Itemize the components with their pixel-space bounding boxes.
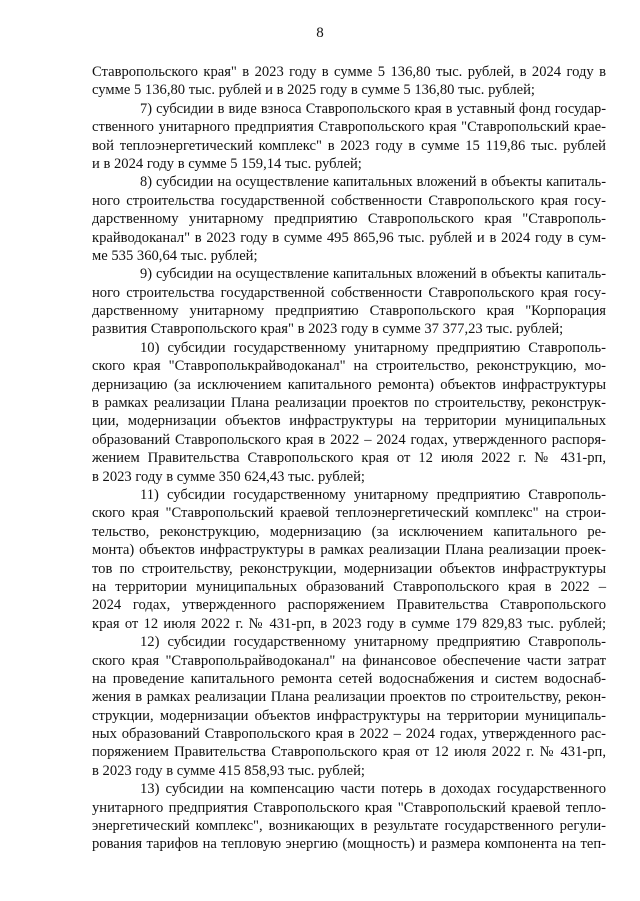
text-line: ственного унитарного предприятия Ставропольского края "Ставропольский крае- [92, 119, 606, 136]
text-line: монта) объектов инфраструктуры в рамках реализации Плана реализации проек- [92, 542, 606, 559]
text-line: ного строительства государственной собственности Ставропольского края госу- [92, 284, 606, 301]
text-line: в 2023 году в сумме 350 624,43 тыс. рублей; [92, 468, 365, 485]
text-line: ме 535 360,64 тыс. рублей; [92, 247, 258, 264]
text-line: на проведение капитального ремонта сетей водоснабжения и систем водоснаб- [92, 670, 606, 687]
text-line: ции, модернизации объектов инфраструктуры на территории муниципальных [92, 413, 606, 430]
document-body [92, 63, 606, 854]
text-line: 12) субсидии государственному унитарному предприятию Ставрополь- [140, 634, 606, 651]
text-line: сумме 5 136,80 тыс. рублей и в 2025 году в сумме 5 136,80 тыс. рублей; [92, 82, 535, 99]
text-line: жением Правительства Ставропольского края от 12 июля 2022 г. № 431-рп, [92, 450, 606, 467]
page-number: 8 [316, 25, 324, 41]
text-line: ского края "Ставропольрайводоканал" на финансовое обеспечение части затрат [92, 652, 606, 669]
text-line: дарственному унитарному предприятию Ставропольского края "Ставрополь- [92, 211, 606, 228]
text-line: вой теплоэнергетический комплекс" в 2023 году в сумме 15 119,86 тыс. рублей [92, 137, 606, 154]
text-line: дарственному унитарному предприятию Ставропольского края "Корпорация [92, 303, 606, 320]
text-line: Ставропольского края" в 2023 году в сумме 5 136,80 тыс. рублей, в 2024 году в [92, 64, 606, 80]
text-line: крайводоканал" в 2023 году в сумме 495 865,96 тыс. рублей и в 2024 году в сум- [92, 229, 606, 246]
text-line: тельство, реконструкцию, модернизацию (за исключением капитального ре- [92, 523, 606, 540]
text-line: жения в рамках реализации Плана реализации проектов по строительству, рекон- [92, 689, 606, 706]
text-line: унитарного предприятия Ставропольского края "Ставропольский краевой тепло- [92, 799, 606, 816]
text-line: 10) субсидии государственному унитарному предприятию Ставрополь- [140, 339, 606, 356]
text-line: ных образований Ставропольского края в 2022 – 2024 годах, утвержденного рас- [92, 726, 606, 743]
text-line: на территории муниципальных образований Ставропольского края в 2022 – [92, 578, 606, 595]
text-line: 11) субсидии государственному унитарному предприятию Ставрополь- [140, 486, 606, 503]
text-line: тов по строительству, реконструкции, модернизации объектов инфраструктуры [92, 560, 606, 577]
text-line: поряжением Правительства Ставропольского края от 12 июля 2022 г. № 431-рп, [92, 744, 606, 761]
text-line: энергетический комплекс", возникающих в результате государственного регули- [92, 818, 606, 835]
text-line: ского края "Ставропольский краевой теплоэнергетический комплекс" на строи- [92, 505, 606, 522]
text-line: и в 2024 году в сумме 5 159,14 тыс. рублей; [92, 155, 362, 172]
text-line: рования тарифов на тепловую энергию (мощность) и размера компонента на теп- [92, 836, 606, 853]
text-line: развития Ставропольского края" в 2023 году в сумме 37 377,23 тыс. рублей; [92, 321, 564, 338]
text-line: ского края "Ставрополькрайводоканал" на строительство, реконструкцию, мо- [92, 358, 606, 375]
text-line: в 2023 году в сумме 415 858,93 тыс. рублей; [92, 762, 365, 779]
text-line: 13) субсидии на компенсацию части потерь в доходах государственного [140, 781, 606, 798]
text-line: края от 12 июля 2022 г. № 431-рп, в 2023 году в сумме 179 829,83 тыс. рублей; [92, 615, 606, 632]
text-line: дернизацию (за исключением капитального ремонта) объектов инфраструктуры [92, 376, 606, 393]
text-line: в рамках реализации Плана реализации проектов по строительству, реконструк- [92, 395, 606, 412]
text-line: 7) субсидии в виде взноса Ставропольского края в уставный фонд государ- [140, 100, 606, 117]
text-line: 2024 годах, утвержденного распоряжением Правительства Ставропольского [92, 597, 606, 614]
text-line: 9) субсидии на осуществление капитальных вложений в объекты капиталь- [140, 266, 606, 283]
text-line: образований Ставропольского края в 2022 – 2024 годах, утвержденного распоря- [92, 431, 606, 448]
text-line: струкции, модернизации объектов инфраструктуры на территории муниципаль- [92, 707, 606, 724]
text-line: ного строительства государственной собственности Ставропольского края госу- [92, 192, 606, 209]
text-line: 8) субсидии на осуществление капитальных вложений в объекты капиталь- [140, 174, 606, 191]
